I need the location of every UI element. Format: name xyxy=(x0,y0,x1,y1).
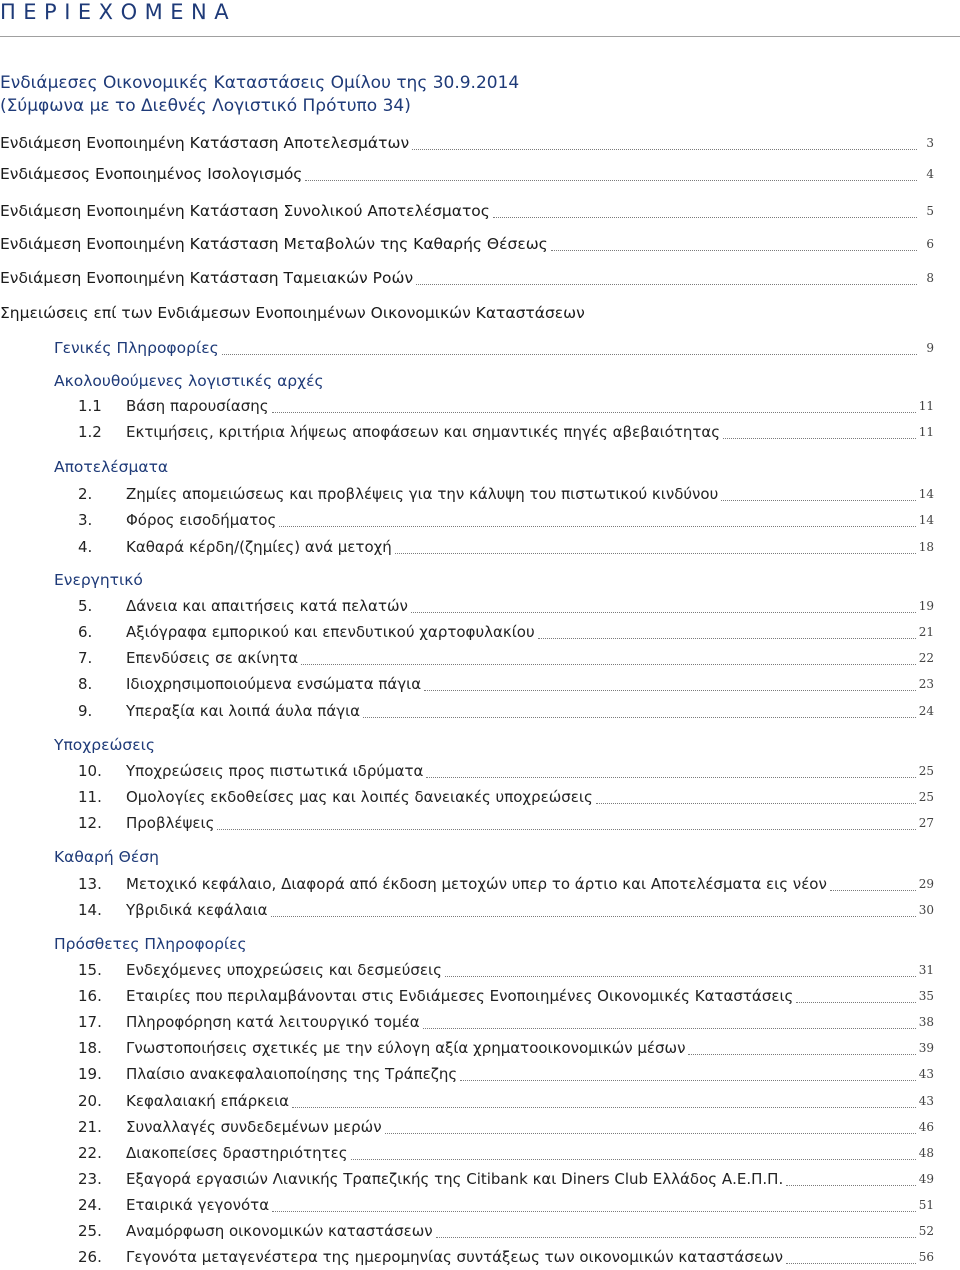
toc-entry-label: Ομολογίες εκδοθείσες μας και λοιπές δανειακές υποχρεώσεις xyxy=(126,788,593,806)
note-number: 2. xyxy=(78,485,93,503)
dot-leader xyxy=(426,767,915,778)
page-number: 30 xyxy=(918,903,934,917)
toc-entry-label: Πληροφόρηση κατά λειτουργικό τομέα xyxy=(126,1013,420,1031)
toc-entry[interactable] xyxy=(78,958,934,982)
dot-leader xyxy=(830,880,916,891)
toc-entry-label: Ενδιάμεση Ενοποιημένη Κατάσταση Μεταβολών της Καθαρής Θέσεως xyxy=(0,235,548,253)
notes-heading: Σημειώσεις επί των Ενδιάμεσων Ενοποιημένων Οικονομικών Καταστάσεων xyxy=(0,304,585,322)
page-number: 8 xyxy=(926,271,934,285)
note-number: 25. xyxy=(78,1222,102,1240)
category-heading-accounting-policies: Ακολουθούμενες λογιστικές αρχές xyxy=(54,372,324,390)
page-number: 5 xyxy=(926,204,934,218)
page-number: 14 xyxy=(918,487,934,501)
note-number: 14. xyxy=(78,901,102,919)
toc-entry[interactable] xyxy=(78,1193,934,1217)
toc-entry[interactable] xyxy=(78,646,934,670)
dot-leader xyxy=(796,992,915,1003)
toc-entry-label: Γεγονότα μεταγενέστερα της ημερομηνίας συντάξεως των οικονομικών καταστάσεων xyxy=(126,1248,784,1266)
note-number: 17. xyxy=(78,1013,102,1031)
toc-entry-label: Γενικές Πληροφορίες xyxy=(54,339,219,357)
page-number: 31 xyxy=(918,963,934,977)
toc-entry-label: Πλαίσιο ανακεφαλαιοποίησης της Τράπεζης xyxy=(126,1065,458,1083)
dot-leader xyxy=(222,344,917,355)
toc-entry-label: Διακοπείσες δραστηριότητες xyxy=(126,1144,348,1162)
dot-leader xyxy=(395,543,916,554)
dot-leader xyxy=(786,1175,916,1186)
dot-leader xyxy=(351,1149,916,1160)
page-number: 35 xyxy=(918,989,934,1003)
dot-leader xyxy=(363,707,916,718)
toc-entry[interactable] xyxy=(78,984,934,1008)
page-number: 22 xyxy=(918,651,934,665)
page-number: 19 xyxy=(918,599,934,613)
category-heading-results: Αποτελέσματα xyxy=(54,458,169,476)
dot-leader xyxy=(538,628,916,639)
page-number: 25 xyxy=(918,764,934,778)
note-number: 1.2 xyxy=(78,423,102,441)
section-title: Ενδιάμεσες Οικονομικές Καταστάσεις Ομίλου της 30.9.2014 xyxy=(0,73,520,93)
page-title: ΠΕΡΙΕΧΟΜΕΝΑ xyxy=(0,0,237,24)
dot-leader xyxy=(292,1097,916,1108)
note-number: 15. xyxy=(78,961,102,979)
dot-leader xyxy=(301,654,916,665)
toc-entry[interactable] xyxy=(78,1089,934,1113)
page-number: 29 xyxy=(918,877,934,891)
dot-leader xyxy=(424,680,916,691)
category-heading-additional-info: Πρόσθετες Πληροφορίες xyxy=(54,935,247,953)
dot-leader xyxy=(436,1227,916,1238)
toc-entry-label: Εταιρικά γεγονότα xyxy=(126,1196,270,1214)
toc-entry-label: Ενδιάμεσος Ενοποιημένος Ισολογισμός xyxy=(0,165,303,183)
page-number: 11 xyxy=(918,399,934,413)
toc-entry[interactable] xyxy=(78,759,934,783)
toc-entry-label: Εκτιμήσεις, κριτήρια λήψεως αποφάσεων και σημαντικές πηγές αβεβαιότητας xyxy=(126,423,721,441)
toc-entry[interactable] xyxy=(78,1219,934,1243)
note-number: 23. xyxy=(78,1170,102,1188)
toc-entry-label: Εξαγορά εργασιών Λιανικής Τραπεζικής της Citibank και Diners Club Ελλάδος Α.Ε.Π.Π. xyxy=(126,1170,784,1188)
dot-leader xyxy=(596,793,916,804)
page-number: 38 xyxy=(918,1015,934,1029)
toc-entry[interactable] xyxy=(78,1036,934,1060)
page-number: 39 xyxy=(918,1041,934,1055)
toc-entry[interactable] xyxy=(0,232,934,256)
note-number: 21. xyxy=(78,1118,102,1136)
page-number: 9 xyxy=(926,341,934,355)
page-number: 46 xyxy=(918,1120,934,1134)
note-number: 10. xyxy=(78,762,102,780)
dot-leader xyxy=(416,274,917,285)
toc-entry-label: Υβριδικά κεφάλαια xyxy=(126,901,268,919)
toc-entry[interactable] xyxy=(78,535,934,559)
dot-leader xyxy=(279,516,915,527)
page-number: 24 xyxy=(918,704,934,718)
toc-entry[interactable] xyxy=(78,620,934,644)
note-number: 3. xyxy=(78,511,93,529)
page-number: 43 xyxy=(918,1094,934,1108)
note-number: 13. xyxy=(78,875,102,893)
note-number: 1.1 xyxy=(78,397,102,415)
note-number: 26. xyxy=(78,1248,102,1266)
note-number: 9. xyxy=(78,702,93,720)
toc-entry-label: Μετοχικό κεφάλαιο, Διαφορά από έκδοση μετοχών υπερ το άρτιο και Αποτελέσματα εις νέον xyxy=(126,875,827,893)
toc-entry[interactable] xyxy=(0,162,934,186)
dot-leader xyxy=(385,1123,916,1134)
note-number: 11. xyxy=(78,788,102,806)
toc-entry-label: Ενδιάμεση Ενοποιημένη Κατάσταση Συνολικού Αποτελέσματος xyxy=(0,202,490,220)
dot-leader xyxy=(721,490,915,501)
page-number: 27 xyxy=(918,816,934,830)
toc-entry[interactable] xyxy=(78,1062,934,1086)
toc-entry-label: Συναλλαγές συνδεδεμένων μερών xyxy=(126,1118,382,1136)
page-number: 23 xyxy=(918,677,934,691)
toc-entry[interactable] xyxy=(78,594,934,618)
note-number: 7. xyxy=(78,649,93,667)
toc-entry-label: Γνωστοποιήσεις σχετικές με την εύλογη αξία χρηματοοικονομικών μέσων xyxy=(126,1039,686,1057)
toc-entry-label: Εταιρίες που περιλαμβάνονται στις Ενδιάμεσες Ενοποιημένες Οικονομικές Καταστάσεις xyxy=(126,987,794,1005)
dot-leader xyxy=(217,819,915,830)
toc-entry-label: Ενδιάμεση Ενοποιημένη Κατάσταση Αποτελεσμάτων xyxy=(0,134,410,152)
toc-entry[interactable] xyxy=(78,1115,934,1139)
page-number: 25 xyxy=(918,790,934,804)
page-number: 48 xyxy=(918,1146,934,1160)
toc-entry[interactable] xyxy=(0,131,934,155)
toc-entry[interactable] xyxy=(78,898,934,922)
toc-entry[interactable] xyxy=(78,872,934,896)
dot-leader xyxy=(271,906,916,917)
note-number: 8. xyxy=(78,675,93,693)
toc-entry[interactable] xyxy=(78,811,934,835)
toc-entry-label: Αναμόρφωση οικονομικών καταστάσεων xyxy=(126,1222,433,1240)
category-heading-liabilities: Υποχρεώσεις xyxy=(54,736,155,754)
toc-entry[interactable] xyxy=(78,1010,934,1034)
page-number: 18 xyxy=(918,540,934,554)
dot-leader xyxy=(412,139,917,150)
toc-entry-label: Ζημίες απομειώσεως και προβλέψεις για την κάλυψη του πιστωτικού κινδύνου xyxy=(126,485,719,503)
page-number: 43 xyxy=(918,1067,934,1081)
section-subtitle: (Σύμφωνα με το Διεθνές Λογιστικό Πρότυπο 34) xyxy=(0,96,411,116)
toc-entry-label: Βάση παρουσίασης xyxy=(126,397,269,415)
toc-entry-label: Κεφαλαιακή επάρκεια xyxy=(126,1092,290,1110)
page-number: 6 xyxy=(926,237,934,251)
note-number: 6. xyxy=(78,623,93,641)
page-number: 52 xyxy=(918,1224,934,1238)
dot-leader xyxy=(688,1044,915,1055)
note-number: 19. xyxy=(78,1065,102,1083)
toc-entry-label: Δάνεια και απαιτήσεις κατά πελατών xyxy=(126,597,408,615)
note-number: 24. xyxy=(78,1196,102,1214)
toc-entry-label: Υποχρεώσεις προς πιστωτικά ιδρύματα xyxy=(126,762,424,780)
dot-leader xyxy=(411,602,916,613)
header-divider xyxy=(0,36,960,37)
note-number: 18. xyxy=(78,1039,102,1057)
toc-entry-label: Καθαρά κέρδη/(ζημίες) ανά μετοχή xyxy=(126,538,392,556)
dot-leader xyxy=(493,207,917,218)
toc-entry-label: Ιδιοχρησιμοποιούμενα ενσώματα πάγια xyxy=(126,675,422,693)
toc-entry[interactable] xyxy=(78,1245,934,1269)
page-header xyxy=(0,0,960,38)
note-number: 4. xyxy=(78,538,93,556)
toc-entry[interactable] xyxy=(78,508,934,532)
dot-leader xyxy=(305,170,917,181)
toc-entry-general-info[interactable] xyxy=(54,336,934,360)
page-number: 11 xyxy=(918,425,934,439)
note-number: 20. xyxy=(78,1092,102,1110)
page-number: 56 xyxy=(918,1250,934,1264)
category-heading-assets: Ενεργητικό xyxy=(54,571,143,589)
toc-entry[interactable] xyxy=(78,394,934,418)
page-number: 4 xyxy=(926,167,934,181)
toc-entry[interactable] xyxy=(78,672,934,696)
note-number: 22. xyxy=(78,1144,102,1162)
toc-entry[interactable] xyxy=(0,266,934,290)
dot-leader xyxy=(551,240,917,251)
toc-entry-label: Αξιόγραφα εμπορικού και επενδυτικού χαρτοφυλακίου xyxy=(126,623,535,641)
note-number: 5. xyxy=(78,597,93,615)
page-number: 14 xyxy=(918,513,934,527)
toc-entry-label: Προβλέψεις xyxy=(126,814,215,832)
note-number: 16. xyxy=(78,987,102,1005)
note-number: 12. xyxy=(78,814,102,832)
page-number: 51 xyxy=(918,1198,934,1212)
dot-leader xyxy=(445,966,916,977)
toc-entry-label: Ενδιάμεση Ενοποιημένη Κατάσταση Ταμειακών Ροών xyxy=(0,269,414,287)
dot-leader xyxy=(272,402,916,413)
category-heading-equity: Καθαρή Θέση xyxy=(54,848,159,866)
page-number: 3 xyxy=(926,136,934,150)
toc-entry[interactable] xyxy=(78,699,934,723)
dot-leader xyxy=(723,428,916,439)
toc-entry[interactable] xyxy=(78,420,934,444)
toc-entry-label: Ενδεχόμενες υποχρεώσεις και δεσμεύσεις xyxy=(126,961,442,979)
toc-entry-label: Φόρος εισοδήματος xyxy=(126,511,277,529)
dot-leader xyxy=(460,1070,916,1081)
toc-entry[interactable] xyxy=(78,785,934,809)
toc-entry[interactable] xyxy=(78,1141,934,1165)
dot-leader xyxy=(423,1018,916,1029)
dot-leader xyxy=(786,1253,916,1264)
page-number: 21 xyxy=(918,625,934,639)
toc-entry-label: Υπεραξία και λοιπά άυλα πάγια xyxy=(126,702,361,720)
toc-entry[interactable] xyxy=(0,199,934,223)
toc-entry[interactable] xyxy=(78,1167,934,1191)
dot-leader xyxy=(272,1201,916,1212)
toc-entry-label: Επενδύσεις σε ακίνητα xyxy=(126,649,299,667)
toc-entry[interactable] xyxy=(78,482,934,506)
page-number: 49 xyxy=(918,1172,934,1186)
